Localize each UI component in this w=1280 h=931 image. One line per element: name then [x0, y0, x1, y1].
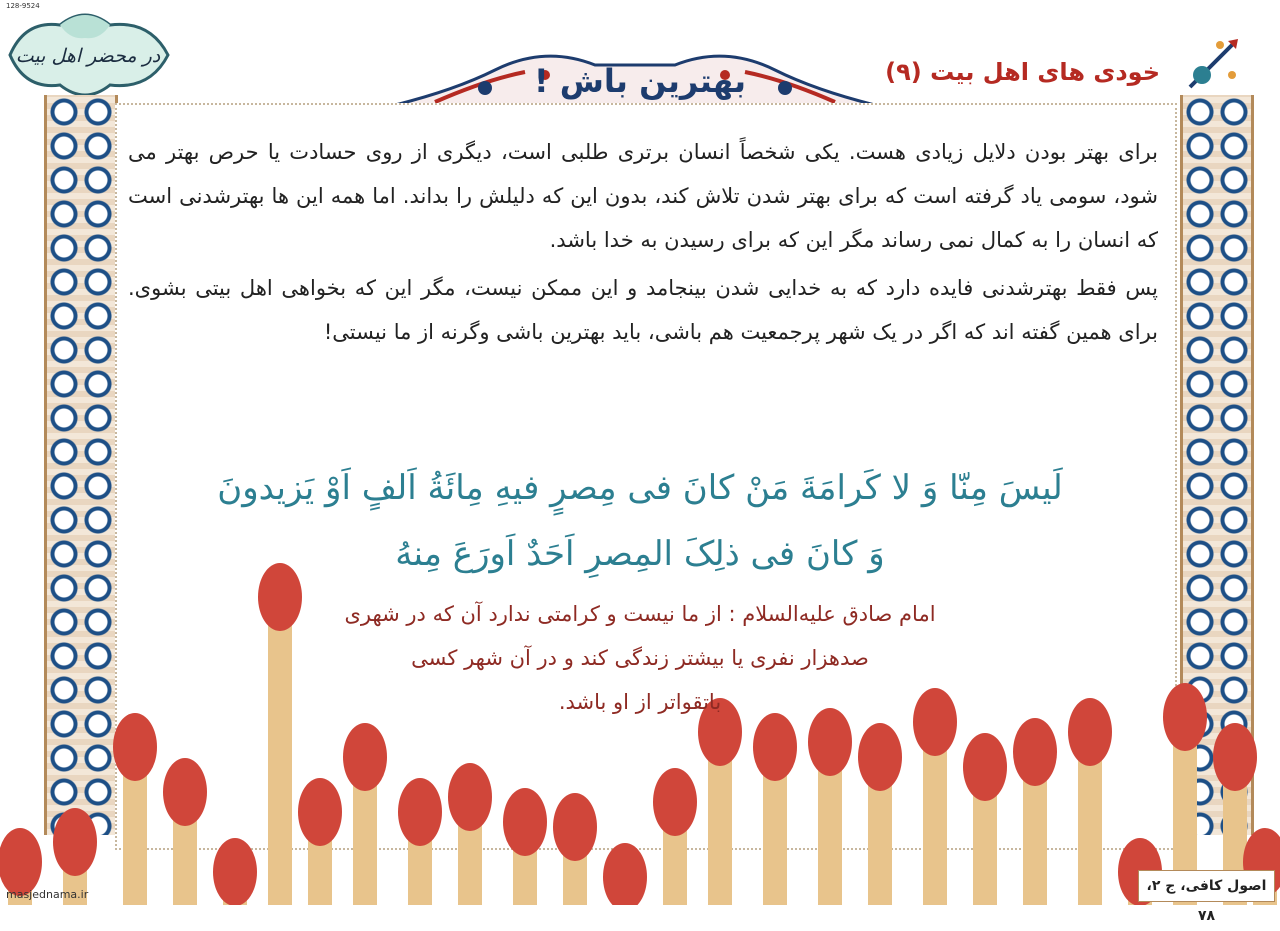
translation-line-1: امام صادق علیه‌السلام : از ما نیست و کرامتی ندارد آن که در شهری [344, 602, 936, 626]
match-head [398, 778, 442, 846]
match-head [1013, 718, 1057, 786]
series-title: خودی های اهل بیت (۹) [885, 58, 1160, 86]
hadith-line-2: وَ کانَ فی ذلِکَ المِصرِ اَحَدٌ اَورَعَ مِنهُ [395, 534, 885, 574]
website-url[interactable]: masjednama.ir [6, 888, 89, 901]
translation-line-2: صدهزار نفری یا بیشتر زندگی کند و در آن شهر کسی [411, 646, 869, 670]
match-head [53, 808, 97, 876]
logo-text: در محضر اهل بیت [15, 45, 161, 67]
paragraph-2: پس فقط بهترشدنی فایده دارد که به خدایی شدن بینجامد و این ممکن نیست، مگر این که بخواهی اهل بیتی بشوی. برای همین گفته اند که اگر در یک شهر پرجمعیت هم باشی، باید بهترین باشی وگرنه از ما نیستی! [128, 276, 1158, 344]
match-head [0, 828, 42, 896]
match-head [858, 723, 902, 791]
body-text [128, 130, 1158, 358]
match-head [503, 788, 547, 856]
match-head [113, 713, 157, 781]
hadith-line-1: لَیسَ مِنّا وَ لا کَرامَةَ مَنْ کانَ فی مِصرٍ فیهِ مِائَةُ اَلفٍ اَوْ یَزیدونَ [217, 468, 1063, 508]
match-head [963, 733, 1007, 801]
paragraph-1: برای بهتر بودن دلایل زیادی هست. یکی شخصاً انسان برتری طلبی است، دیگری از روی حسادت یا حرص بهتر می شود، سومی یاد گرفته است که برای بهتر شدن تلاش کند، بدون این که دلیلش را بداند. اما همه این ها بهترشدنی است که انسان را به کمال نمی رساند مگر این که برای رسیدن به خدا باشد. [128, 140, 1158, 252]
arrow-ornament-icon [1182, 35, 1244, 95]
translation-line-3: باتقواتر از او باشد. [558, 690, 722, 714]
main-title: بهترین باش ! [534, 62, 746, 100]
match-head [603, 843, 647, 905]
logo-badge [0, 0, 175, 110]
match-head [1163, 683, 1207, 751]
match-head [298, 778, 342, 846]
match-head [653, 768, 697, 836]
match-head [163, 758, 207, 826]
match-head [553, 793, 597, 861]
matchstick [923, 730, 947, 905]
hadith-arabic [190, 455, 1090, 587]
match-head [448, 763, 492, 831]
match-head [1068, 698, 1112, 766]
hadith-translation [330, 592, 950, 724]
matchstick [268, 605, 292, 905]
match-head [213, 838, 257, 905]
print-code: 128-9524 [6, 2, 40, 10]
match-head [1213, 723, 1257, 791]
match-head [343, 723, 387, 791]
source-reference: اصول کافی، ج ۲، ۷۸ [1138, 870, 1275, 902]
